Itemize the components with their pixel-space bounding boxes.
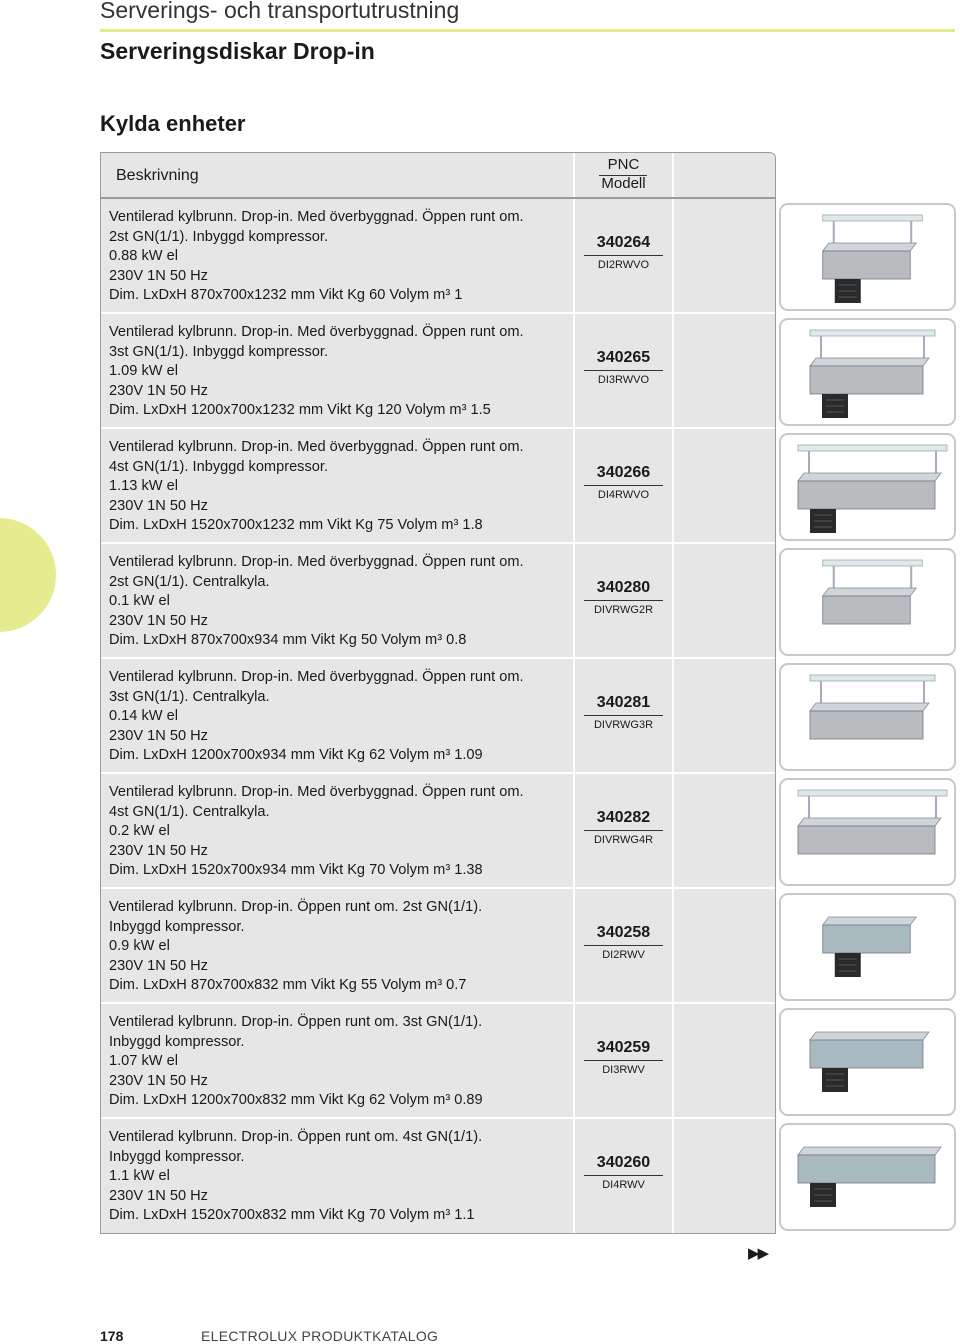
table-header (101, 152, 775, 199)
product-photo (779, 318, 956, 426)
column-divider (672, 889, 674, 1002)
pnc-rule (584, 1060, 663, 1061)
table-row (101, 659, 775, 774)
description-line: Dim. LxDxH 1520x700x1232 mm Vikt Kg 75 Volym m³ 1.8 (109, 517, 483, 533)
table-body (101, 199, 775, 1233)
product-photo (779, 433, 956, 541)
table-row (101, 1004, 775, 1119)
table-row (101, 889, 775, 1004)
section-title: Serverings- och transportutrustning (100, 0, 460, 23)
description-line: 4st GN(1/1). Inbyggd kompressor. (109, 458, 328, 475)
description-line: 3st GN(1/1). Inbyggd kompressor. (109, 343, 328, 360)
pnc-number: 340258 (596, 924, 651, 941)
product-description (109, 668, 579, 766)
description-line: Ventilerad kylbrunn. Drop-in. Med överbyggnad. Öppen runt om. (109, 439, 524, 455)
description-line: Dim. LxDxH 870x700x832 mm Vikt Kg 55 Volym m³ 0.7 (109, 977, 467, 993)
pnc-rule (584, 370, 663, 371)
product-description (109, 438, 579, 536)
column-divider (672, 199, 674, 312)
product-table (100, 152, 776, 1234)
description-line: Inbyggd kompressor. (109, 918, 245, 935)
description-line: 2st GN(1/1). Inbyggd kompressor. (109, 228, 328, 245)
description-line: Dim. LxDxH 870x700x934 mm Vikt Kg 50 Volym m³ 0.8 (109, 632, 467, 648)
model-code: DIVRWG3R (593, 719, 654, 731)
model-code: DIVRWG2R (593, 604, 654, 616)
column-divider (672, 153, 674, 197)
product-photo (779, 548, 956, 656)
title-rule (100, 29, 955, 32)
description-line: 1.07 kW el (109, 1053, 178, 1069)
description-line: Ventilerad kylbrunn. Drop-in. Öppen runt om. 3st GN(1/1). (109, 1014, 483, 1030)
description-line: 0.9 kW el (109, 938, 170, 954)
product-description (109, 898, 579, 996)
description-line: 3st GN(1/1). Centralkyla. (109, 688, 270, 705)
model-code: DIVRWG4R (593, 834, 654, 846)
model-code: DI4RWVO (597, 489, 650, 501)
product-photo (779, 1008, 956, 1116)
pnc-number: 340259 (596, 1039, 651, 1056)
description-line: 1.13 kW el (109, 478, 178, 494)
description-line: 1.1 kW el (109, 1168, 170, 1184)
product-description (109, 783, 579, 881)
description-line: 230V 1N 50 Hz (109, 382, 208, 399)
column-divider (573, 1119, 575, 1233)
model-code: DI4RWV (602, 1179, 645, 1191)
column-divider (672, 1119, 674, 1233)
column-divider (672, 314, 674, 427)
description-line: 0.88 kW el (109, 248, 178, 264)
pnc-rule (584, 255, 663, 256)
description-line: 1.09 kW el (109, 363, 178, 379)
model-code: DI2RWV (602, 949, 645, 961)
pnc-rule (584, 945, 663, 946)
product-description (109, 323, 579, 421)
product-photo (779, 1123, 956, 1231)
description-line: Ventilerad kylbrunn. Drop-in. Med överbyggnad. Öppen runt om. (109, 784, 524, 800)
description-line: 4st GN(1/1). Centralkyla. (109, 803, 270, 820)
column-divider (573, 889, 575, 1002)
description-line: Inbyggd kompressor. (109, 1033, 245, 1050)
description-line: 0.1 kW el (109, 593, 170, 609)
section-tab-marker (0, 518, 56, 632)
description-line: Dim. LxDxH 1520x700x832 mm Vikt Kg 70 Volym m³ 1.1 (109, 1207, 475, 1223)
page-title: Serveringsdiskar Drop-in (100, 38, 375, 64)
column-header-pnc: PNC (607, 156, 640, 173)
column-divider (672, 659, 674, 772)
model-code: DI3RWV (602, 1064, 645, 1076)
product-description (109, 1128, 579, 1226)
pnc-number: 340264 (596, 234, 651, 251)
description-line: 230V 1N 50 Hz (109, 497, 208, 514)
footer-brand: ELECTROLUX PRODUKTKATALOG (201, 1328, 439, 1344)
product-photo (779, 893, 956, 1001)
page-number: 178 (100, 1328, 124, 1344)
column-divider (573, 659, 575, 772)
pnc-rule (584, 715, 663, 716)
pnc-number: 340282 (596, 809, 651, 826)
description-line: Ventilerad kylbrunn. Drop-in. Öppen runt om. 2st GN(1/1). (109, 899, 483, 915)
column-divider (573, 314, 575, 427)
description-line: Dim. LxDxH 870x700x1232 mm Vikt Kg 60 Volym m³ 1 (109, 287, 463, 303)
pnc-rule (584, 600, 663, 601)
table-row (101, 199, 775, 314)
model-code: DI2RWVO (597, 259, 650, 271)
product-description (109, 208, 579, 306)
description-line: Ventilerad kylbrunn. Drop-in. Med överbyggnad. Öppen runt om. (109, 324, 524, 340)
description-line: Dim. LxDxH 1200x700x832 mm Vikt Kg 62 Volym m³ 0.89 (109, 1092, 483, 1108)
column-divider (573, 774, 575, 887)
table-row (101, 429, 775, 544)
description-line: 230V 1N 50 Hz (109, 612, 208, 629)
next-page-icon[interactable]: ▶▶ (748, 1245, 768, 1262)
description-line: Dim. LxDxH 1200x700x934 mm Vikt Kg 62 Volym m³ 1.09 (109, 747, 483, 763)
pnc-number: 340265 (596, 349, 651, 366)
pnc-number: 340266 (596, 464, 651, 481)
description-line: Ventilerad kylbrunn. Drop-in. Med överbyggnad. Öppen runt om. (109, 669, 524, 685)
column-divider (573, 429, 575, 542)
description-line: 230V 1N 50 Hz (109, 1072, 208, 1089)
table-row (101, 774, 775, 889)
description-line: Inbyggd kompressor. (109, 1148, 245, 1165)
product-photo (779, 663, 956, 771)
table-row (101, 1119, 775, 1233)
product-description (109, 553, 579, 651)
column-divider (672, 544, 674, 657)
column-header-description: Beskrivning (116, 167, 199, 184)
column-divider (672, 429, 674, 542)
description-line: 230V 1N 50 Hz (109, 727, 208, 744)
column-divider (672, 774, 674, 887)
description-line: 230V 1N 50 Hz (109, 842, 208, 859)
column-divider (573, 544, 575, 657)
description-line: Dim. LxDxH 1200x700x1232 mm Vikt Kg 120 Volym m³ 1.5 (109, 402, 491, 418)
description-line: Dim. LxDxH 1520x700x934 mm Vikt Kg 70 Volym m³ 1.38 (109, 862, 483, 878)
pnc-number: 340280 (596, 579, 651, 596)
column-divider (573, 1004, 575, 1117)
pnc-number: 340260 (596, 1154, 651, 1171)
column-divider (672, 1004, 674, 1117)
column-divider (573, 199, 575, 312)
category-title: Kylda enheter (100, 111, 246, 136)
description-line: 230V 1N 50 Hz (109, 957, 208, 974)
product-description (109, 1013, 579, 1111)
table-row (101, 314, 775, 429)
description-line: Ventilerad kylbrunn. Drop-in. Öppen runt om. 4st GN(1/1). (109, 1129, 483, 1145)
description-line: 2st GN(1/1). Centralkyla. (109, 573, 270, 590)
column-header-model: Modell (601, 175, 646, 192)
product-photo (779, 203, 956, 311)
description-line: 0.2 kW el (109, 823, 170, 839)
pnc-number: 340281 (596, 694, 651, 711)
model-code: DI3RWVO (597, 374, 650, 386)
pnc-rule (584, 1175, 663, 1176)
description-line: Ventilerad kylbrunn. Drop-in. Med överbyggnad. Öppen runt om. (109, 209, 524, 225)
pnc-rule (584, 830, 663, 831)
pnc-rule (584, 485, 663, 486)
description-line: 0.14 kW el (109, 708, 178, 724)
product-photo (779, 778, 956, 886)
table-row (101, 544, 775, 659)
description-line: 230V 1N 50 Hz (109, 267, 208, 284)
description-line: 230V 1N 50 Hz (109, 1187, 208, 1204)
description-line: Ventilerad kylbrunn. Drop-in. Med överbyggnad. Öppen runt om. (109, 554, 524, 570)
